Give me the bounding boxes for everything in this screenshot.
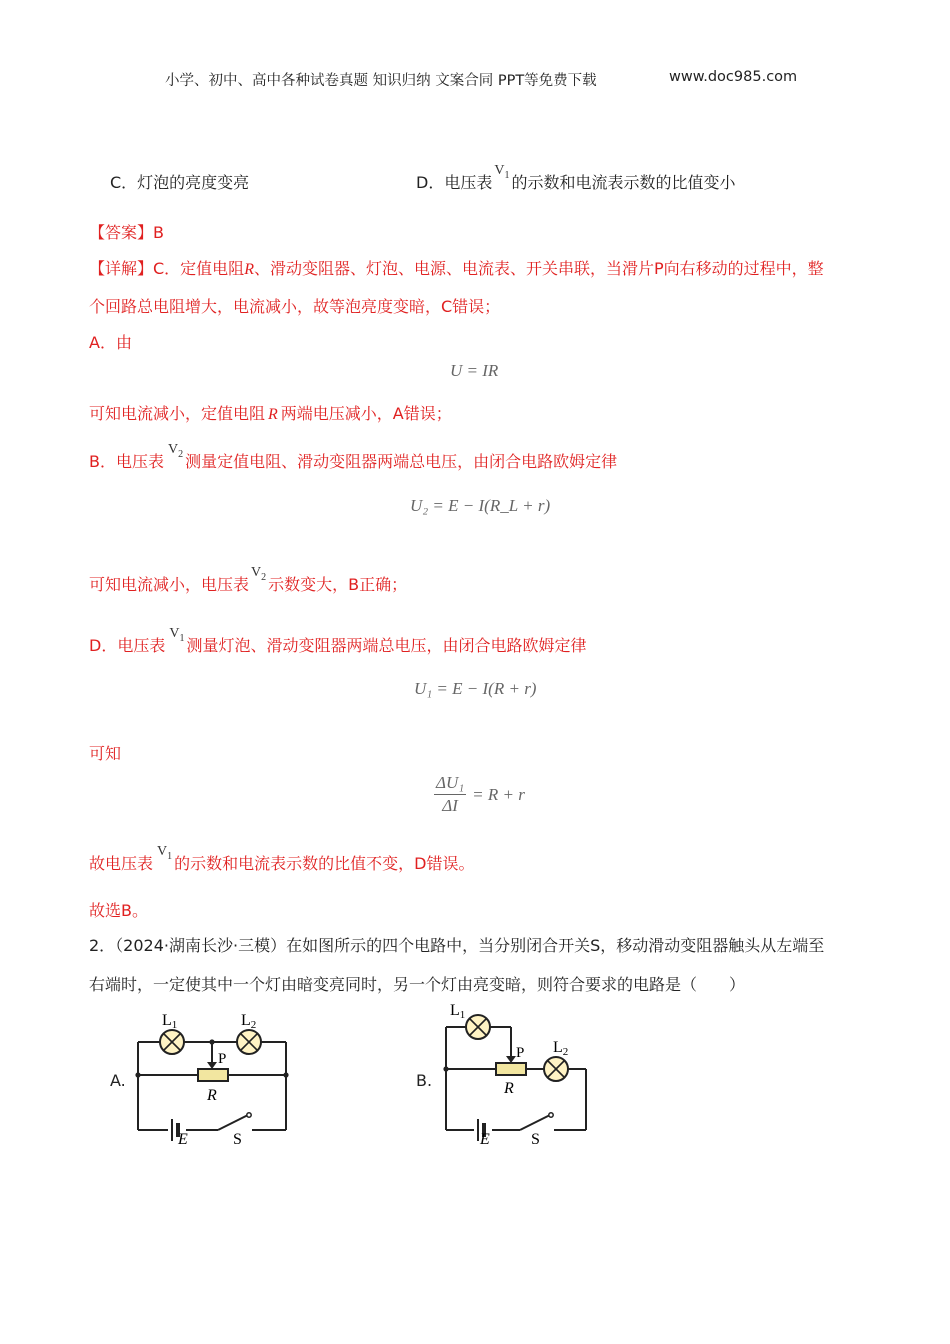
resistor-symbol: R	[244, 261, 254, 278]
detail-d-line: D．电压表$V_1$ 测量灯泡、滑动变阻器两端总电压，由闭合电路欧姆定律	[89, 626, 587, 655]
label-e: E	[480, 1131, 490, 1145]
circuit-diagram-b	[428, 995, 598, 1145]
slider-arrow-icon	[506, 1056, 516, 1063]
label-e: E	[178, 1131, 188, 1145]
ratio-fraction: $\frac{\text{ΔU₁}}{\Delta I}$	[436, 773, 465, 815]
label-s: S	[233, 1131, 242, 1145]
option-d-prefix: D．电压表	[416, 173, 493, 192]
detail-d-conclusion: 故电压表$V_1$ 的示数和电流表示数的比值不变，D错误。	[89, 844, 475, 873]
detail-line-1-rest: 、滑动变阻器、灯泡、电源、电流表、开关串联，当滑片P向右移动的过程中，整	[253, 259, 824, 278]
detail-head: 【详解】C．定值电阻	[89, 259, 245, 278]
label-l2: L2	[553, 1039, 569, 1058]
lamp-l1-icon	[466, 1015, 490, 1039]
detail-final: 故选B。	[89, 901, 148, 920]
slider-arrow-icon	[207, 1062, 217, 1069]
detail-a-conclusion: 可知电流减小，定值电阻 R 两端电压减小，A错误；	[89, 404, 452, 423]
voltmeter-v1-symbol: $V_1$	[494, 163, 510, 181]
label-l2: L2	[241, 1012, 257, 1031]
page-header-text: 小学、初中、高中各种试卷真题 知识归纳 文案合同 PPT等免费下载	[165, 73, 597, 89]
lamp-l2-icon	[237, 1030, 261, 1054]
option-d-suffix: 的示数和电流表示数的比值变小	[511, 173, 736, 192]
circuit-diagram-a	[120, 1005, 310, 1145]
rheostat-icon	[198, 1069, 228, 1081]
page-header-url[interactable]: www.doc985.com	[669, 69, 798, 85]
label-l1: L1	[162, 1012, 178, 1031]
switch-icon	[247, 1113, 251, 1117]
option-a-label: A.	[110, 1071, 126, 1090]
rheostat-icon	[496, 1063, 526, 1075]
detail-line-2: 个回路总电阻增大，电流减小，故等泡亮度变暗，C错误；	[89, 297, 501, 316]
label-l1: L1	[450, 1002, 466, 1021]
question-2-line-2: 右端时，一定使其中一个灯由暗变亮同时，另一个灯由亮变暗，则符合要求的电路是（ ）	[89, 975, 746, 994]
option-c: C．灯泡的亮度变亮	[110, 173, 250, 192]
detail-kezhi: 可知	[89, 744, 122, 763]
option-d	[416, 163, 736, 195]
equation-u1: U₁ = E − I(R + r)	[414, 679, 537, 698]
voltmeter-v1-symbol: $V_1$	[157, 844, 173, 862]
lamp-l1-icon	[160, 1030, 184, 1054]
detail-line-1	[89, 256, 824, 279]
equation-ohm: U = IR	[450, 361, 499, 380]
detail-b-conclusion: 可知电流减小，电压表$V_2$ 示数变大，B正确；	[89, 565, 408, 594]
equation-u2: U₂ = E − I(R_L + r)	[410, 496, 551, 515]
question-2-line-1: 2．（2024·湖南长沙·三模）在如图所示的四个电路中，当分别闭合开关S，移动滑动变阻器触头从左端至	[89, 936, 825, 955]
option-b-label: B.	[416, 1071, 433, 1090]
detail-b-line: B．电压表$V_2$ 测量定值电阻、滑动变阻器两端总电压，由闭合电路欧姆定律	[89, 442, 618, 471]
lamp-l2-icon	[544, 1057, 568, 1081]
answer-line: 【答案】B	[89, 223, 164, 242]
voltmeter-v1-symbol: $V_1$	[169, 626, 185, 644]
label-p: P	[218, 1051, 227, 1067]
label-s: S	[531, 1131, 540, 1145]
switch-icon	[549, 1113, 553, 1117]
label-p: P	[516, 1045, 525, 1061]
voltmeter-v2-symbol: $V_2$	[167, 442, 184, 460]
detail-a-label: A．由	[89, 333, 132, 352]
equation-ratio: $\frac{\text{ΔU₁}}{\Delta I}$ = R + r	[436, 773, 525, 815]
label-r: R	[504, 1080, 514, 1097]
label-r: R	[207, 1087, 217, 1104]
voltmeter-v2-symbol: $V_2$	[251, 565, 267, 583]
